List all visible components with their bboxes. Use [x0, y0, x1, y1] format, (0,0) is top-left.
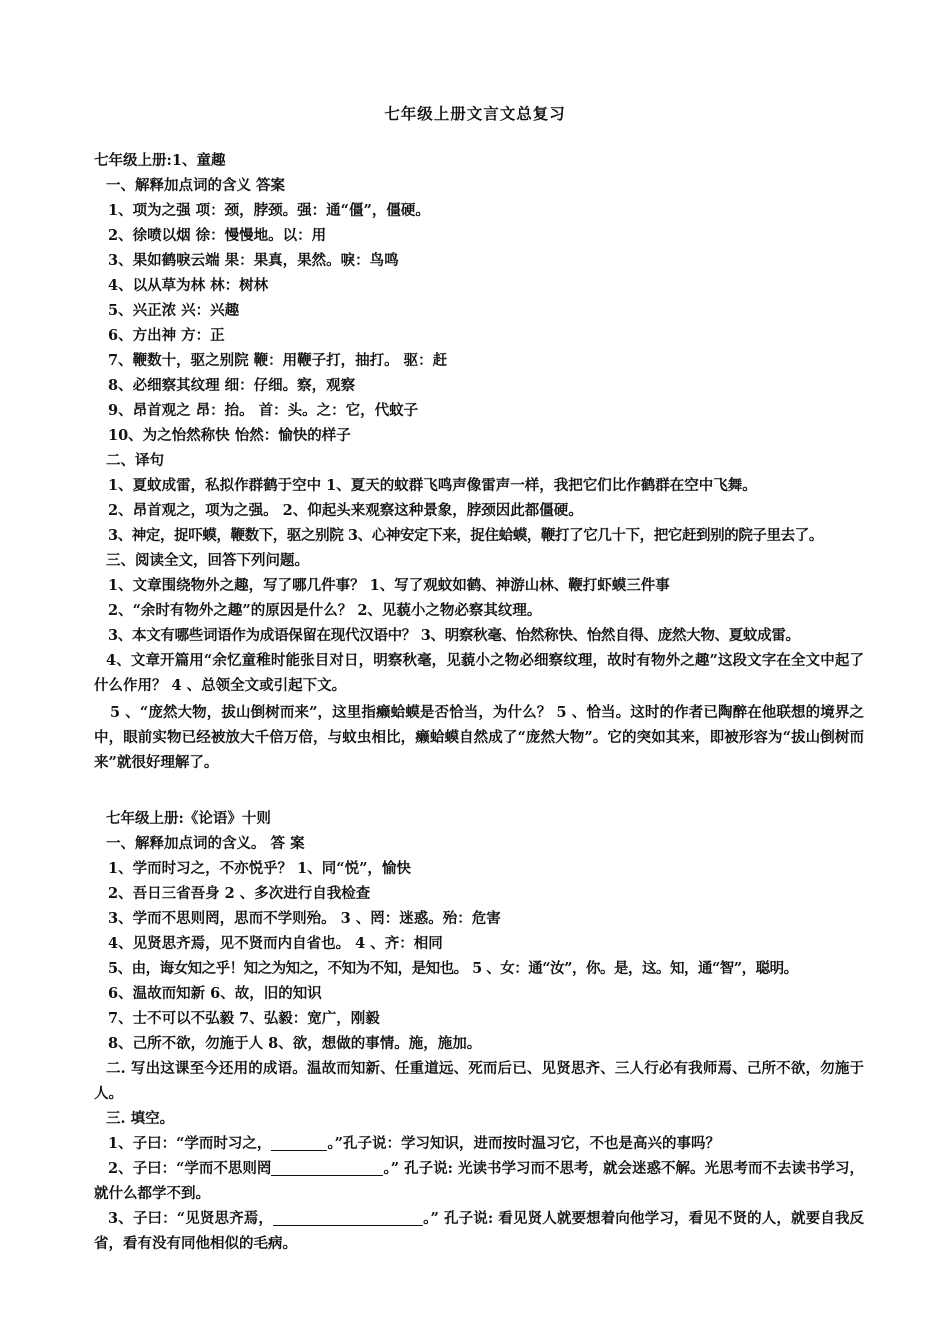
- spacer: [94, 775, 864, 800]
- list-item: 6、温故而知新 6、故，旧的知识: [108, 985, 322, 1002]
- subsection-heading: 三. 填空。: [106, 1110, 175, 1127]
- fill-in-item: [94, 1131, 864, 1156]
- subsection-heading: 三、阅读全文，回答下列问题。: [106, 552, 309, 569]
- paragraph: 二. 写出这课至今还用的成语。温故而知新、任重道远、死而后已、见贤思齐、三人行必有我师焉、己所不欲，勿施于人。: [94, 1060, 864, 1102]
- fill-text: 3、子曰：“见贤思齐焉，: [108, 1210, 273, 1227]
- list-item: 3、本文有哪些词语作为成语保留在现代汉语中？ 3、明察秋毫、怡然称快、怡然自得、庞然大物、夏蚊成雷。: [108, 627, 800, 644]
- list-item: 9、昂首观之 昂：抬。 首：头。之：它，代蚊子: [108, 402, 419, 419]
- subsection-heading: 二、译句: [106, 452, 164, 469]
- list-item: 3、学而不思则罔，思而不学则殆。 3 、罔：迷惑。殆：危害: [108, 910, 501, 927]
- list-item: 3、神定，捉吓蟆，鞭数下，驱之别院 3、心神安定下来，捉住蛤蟆，鞭打了它几十下，把它赶到别的院子里去了。: [108, 527, 823, 544]
- list-item: 2、昂首观之，项为之强。 2、仰起头来观察这种景象，脖颈因此都僵硬。: [108, 502, 583, 519]
- list-item: 10、为之怡然称快 怡然：愉快的样子: [108, 427, 351, 444]
- blank-line: [271, 1134, 327, 1151]
- list-item: 1、文章围绕物外之趣，写了哪几件事？ 1、写了观蚊如鹤、神游山林、鞭打虾蟆三件事: [108, 577, 670, 594]
- list-item: 7、鞭数十，驱之别院 鞭：用鞭子打，抽打。 驱：赶: [108, 352, 448, 369]
- list-item: 5、兴正浓 兴：兴趣: [108, 302, 240, 319]
- section-heading: 七年级上册:1、童趣: [94, 152, 226, 169]
- list-item: 1、项为之强 项：颈，脖颈。强：通“僵”，僵硬。: [108, 202, 430, 219]
- subsection-heading: 一、解释加点词的含义 答案: [106, 177, 286, 194]
- list-item: 2、吾日三省吾身 2 、多次进行自我检查: [108, 885, 371, 902]
- subsection-heading: 一、解释加点词的含义。 答 案: [106, 835, 305, 852]
- list-item: 1、夏蚊成雷，私拟作群鹤于空中 1、夏天的蚊群飞鸣声像雷声一样，我把它们比作鹤群在空中飞舞。: [108, 477, 757, 494]
- fill-in-item: [94, 1156, 864, 1206]
- document-body: [94, 148, 864, 1256]
- fill-text: 。” 孔子说: 光读书学习而不思考，就会迷惑不解。光思考而不去读书学习，就什么都学不到。: [94, 1160, 864, 1202]
- list-item: 6、方出神 方：正: [108, 327, 225, 344]
- blank-line: [271, 1159, 383, 1176]
- blank-line: [273, 1209, 423, 1226]
- list-item: 4、见贤思齐焉，见不贤而内自省也。 4 、齐：相同: [108, 935, 443, 952]
- section-heading: 七年级上册:《论语》十则: [106, 810, 271, 827]
- list-item: 2、徐喷以烟 徐：慢慢地。以：用: [108, 227, 327, 244]
- list-item: 8、己所不欲，勿施于人 8、欲，想做的事情。施，施加。: [108, 1035, 482, 1052]
- list-item: 5、由，诲女知之乎！知之为知之，不知为不知，是知也。 5 、女：通“汝”，你。是，这。知，通“智”，聪明。: [108, 960, 798, 977]
- page-title: 七年级上册文言文总复习: [384, 104, 566, 123]
- paragraph: 4、文章开篇用“余忆童稚时能张目对日，明察秋毫，见藐小之物必细察纹理，故时有物外之趣”这段文字在全文中起了什么作用？ 4 、总领全文或引起下文。: [94, 652, 864, 694]
- fill-text: 。” 孔子说: 看见贤人就要想着向他学习，看见不贤的人，就要自我反省，看有没有同他相似的毛病。: [94, 1210, 864, 1252]
- list-item: 8、必细察其纹理 细：仔细。察，观察: [108, 377, 356, 394]
- list-item: 2、“余时有物外之趣”的原因是什么？ 2、见藐小之物必察其纹理。: [108, 602, 542, 619]
- list-item: 7、士不可以不弘毅 7、弘毅：宽广，刚毅: [108, 1010, 380, 1027]
- fill-text: 1、子曰：“学而时习之，: [108, 1135, 272, 1152]
- list-item: 3、果如鹤唳云端 果：果真，果然。唳：鸟鸣: [108, 252, 399, 269]
- paragraph: 5 、“庞然大物，拔山倒树而来”，这里指癞蛤蟆是否恰当，为什么？ 5 、恰当。这时的作者已陶醉在他联想的境界之中，眼前实物已经被放大千倍万倍，与蚊虫相比，癞蛤蟆自然成了“庞然大物”。它的突如其来，即被形容为“拔山倒树而来”就很好理解了。: [94, 704, 864, 771]
- list-item: 1、学而时习之，不亦悦乎？ 1、同“悦”，愉快: [108, 860, 411, 877]
- fill-text: 。”孔子说：学习知识，进而按时温习它，不也是高兴的事吗？: [327, 1135, 721, 1152]
- list-item: 4、以从草为林 林：树林: [108, 277, 269, 294]
- fill-in-item: [94, 1206, 864, 1256]
- fill-text: 2、子曰：“学而不思则罔: [108, 1160, 272, 1177]
